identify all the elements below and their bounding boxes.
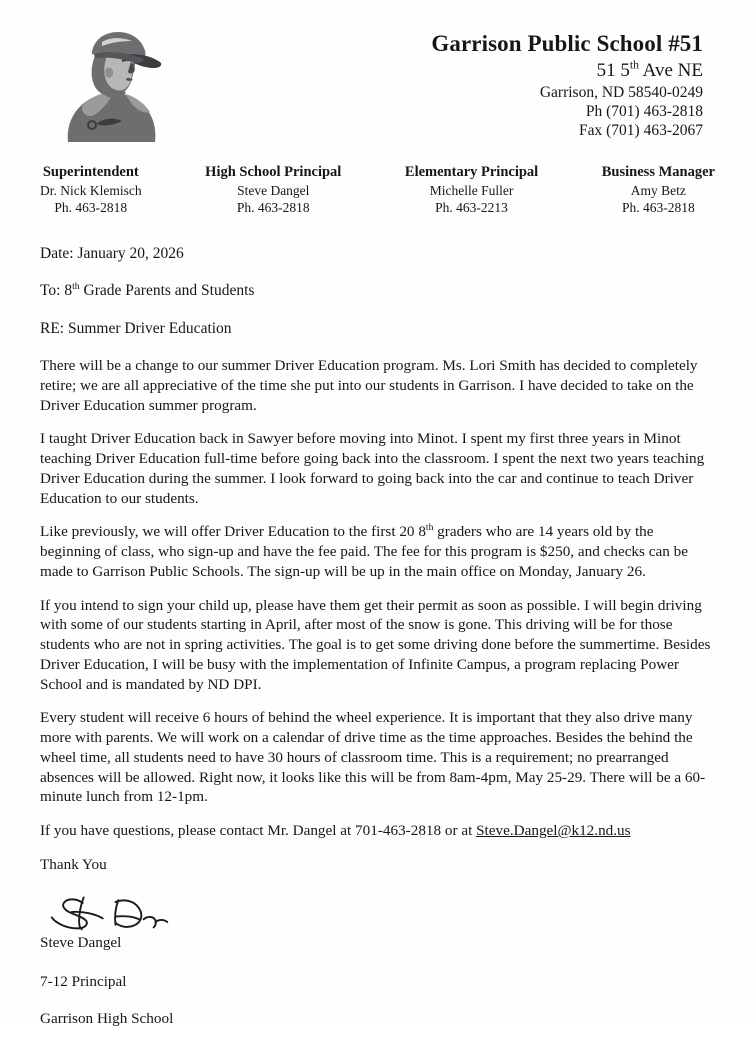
staff-name: Steve Dangel <box>237 182 310 198</box>
letterhead <box>0 0 755 150</box>
paragraph-6-contact <box>40 821 716 841</box>
recipient-prefix: To: 8 <box>40 282 73 300</box>
recipient-rest: Grade Parents and Students <box>79 282 255 300</box>
paragraph-3 <box>40 522 716 581</box>
letter-subject: RE: Summer Driver Education <box>40 319 232 337</box>
school-mascot-logo <box>52 24 180 152</box>
letter-closing <box>40 855 716 1028</box>
letter-body <box>40 244 716 1046</box>
staff-name: Dr. Nick Klemisch <box>40 182 142 198</box>
staff-entry-elementary-principal <box>401 163 542 216</box>
street-ordinal: th <box>629 58 639 72</box>
handwritten-signature <box>40 892 716 932</box>
letter-date: Date: January 20, 2026 <box>40 245 184 262</box>
school-name: Garrison Public School #51 <box>431 31 703 56</box>
paragraph-3-ordinal: th <box>425 522 434 534</box>
staff-entry-high-school-principal <box>201 163 345 216</box>
street-number: 51 5 <box>596 60 630 82</box>
staff-phone: Ph. 463-2818 <box>54 199 128 215</box>
staff-phone: Ph. 463-2818 <box>621 199 695 215</box>
staff-name: Michelle Fuller <box>429 182 514 198</box>
paragraph-4: If you intend to sign your child up, please have them get their permit as soon as possible. I will begin driving with some of our students starting in April, after most of the snow is gone. This driving will be for those students who are not in spring activities. The goal is to get some driving done before the summertime. Besides Driver Education, I will be busy with the implementation of Infinite Campus, a program replacing Power School and is mandated by ND DPI. <box>40 596 711 693</box>
staff-phone: Ph. 463-2818 <box>236 199 310 215</box>
signer-name: Steve Dangel <box>40 933 122 951</box>
staff-title: High School Principal <box>205 164 342 180</box>
signer-role: 7-12 Principal <box>40 972 127 990</box>
paragraph-1: There will be a change to our summer Driver Education program. Ms. Lori Smith has decided to completely retire; we are all appreciative of the time she put into our students in Garrison. I have decided to take on the Driver Education summer program. <box>40 357 698 414</box>
contact-text: If you have questions, please contact Mr. Dangel at 701-463-2818 or at <box>40 822 477 840</box>
street-rest: Ave NE <box>638 60 703 82</box>
signer-school: Garrison High School <box>40 1009 174 1027</box>
school-city-state-zip: Garrison, ND 58540-0249 <box>539 83 703 101</box>
letter-recipient <box>40 281 716 300</box>
paragraph-5: Every student will receive 6 hours of behind the wheel experience. It is important that they also drive many more with parents. We will work on a calendar of drive time as the time approaches. Besides the behind the wheel time, all students need to have 30 hours of classroom time. This is a requirement; no prearranged absences will be allowed. Right now, it looks like this will be from 8am-4pm, May 25-29. There will be a 60-minute lunch from 12-1pm. <box>40 709 706 806</box>
recipient-ordinal: th <box>72 281 80 293</box>
staff-title: Elementary Principal <box>404 164 539 180</box>
staff-phone: Ph. 463-2213 <box>435 199 508 215</box>
school-phone: Ph (701) 463-2818 <box>585 102 703 120</box>
school-fax: Fax (701) 463-2067 <box>579 122 703 140</box>
staff-title: Business Manager <box>601 164 715 180</box>
school-address-block <box>431 30 703 140</box>
paragraph-2: I taught Driver Education back in Sawyer before moving into Minot. I spent my first three years in Minot teaching Driver Education full-time before going back into the classroom. I spent the next two years teaching Driver Education during the summer. I look forward to going back into the car and continue to teach Driver Education to our students. <box>40 430 705 507</box>
staff-entry-superintendent <box>36 163 146 216</box>
staff-name: Amy Betz <box>630 182 686 198</box>
paragraph-3-after: graders who are 14 years old by the beginning of class, who sign-up and have the fee paid. The fee for this program is $250, and checks can be made to Garrison Public Schools. The sign-up will be up in the main office on Monday, January 26. <box>40 523 688 580</box>
staff-entry-business-manager <box>598 163 719 216</box>
email-link[interactable]: Steve.Dangel@k12.nd.us <box>476 822 631 840</box>
paragraph-3-before: Like previously, we will offer Driver Education to the first 20 8 <box>40 523 426 541</box>
staff-directory <box>36 163 719 216</box>
staff-title: Superintendent <box>42 164 139 180</box>
school-street-address <box>431 60 703 82</box>
closing-thanks: Thank You <box>40 855 107 873</box>
